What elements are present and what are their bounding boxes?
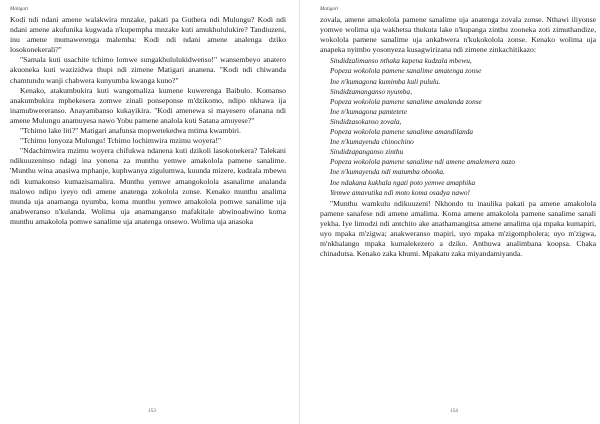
running-head-right: Matigari bbox=[320, 6, 339, 12]
left-page-text bbox=[10, 15, 286, 227]
paragraph: Kodi ndi ndani amene walakwira mnzake, pakati pa Guthera ndi Mulungu? Kodi ndi ndani amene akufunika kugwada n'kupempha mnzake kuti amukhululukire? Tandiuzeni, inu amene mumawerenga malemba: Kodi ndi ndani amene analenga dziko losokonekerali?" bbox=[10, 15, 286, 55]
verse-line: Popeza wokolola pamene sanalime amatenga zonse bbox=[330, 66, 482, 76]
verse-line: Ine n'kumayenda chinochino bbox=[330, 137, 414, 147]
verse-line: Sindidzalimanso nthaka kapena kudzala mbewu, bbox=[330, 56, 472, 66]
paragraph: Kenako, atakumbukira kuti wangomaliza kumene kuwerenga Baibulo. Komanso anakumbukira mphekesera zomwe zinali ponseponse m'dzikomo, ndipo nkhawa ija inamubwereranso. Anayambanso kukayikira. "Kodi amenewa si mayesero ofanana ndi amene Mulungu anamuyesa nawo Yobu pamene analola kuti Satana amuyese?" bbox=[10, 85, 286, 125]
paragraph: "Samala kuti usachite tchimo lomwe sungakhululukidwenso!" wansembeyo anatero akuoneka kuti wazizidwa thupi ndi zimene Matigari ananena. "Kodi ndi chiwanda chamtundu wanji chabwera kunyumba kwanga kuno?" bbox=[10, 55, 286, 85]
verse-line: Sindidzapanganso zinthu bbox=[330, 147, 404, 157]
verse-line: Popeza wokolola pamene sanalime amandilanda bbox=[330, 127, 474, 137]
verse-line: Popeza wokolola pamene sanalime amalanda zonse bbox=[330, 96, 482, 106]
page-number-right: 154 bbox=[450, 408, 458, 414]
right-page-text bbox=[320, 15, 596, 259]
verse-line: Ine ndakana kukhala ngati poto yemwe amaphika bbox=[330, 177, 476, 187]
verse-line: Ine n'kumagona pamtetete bbox=[330, 106, 407, 116]
paragraph: "Tchimo lake liti?" Matigari anafunsa mopwetekedwa mtima kwambiri. bbox=[20, 126, 241, 136]
song-verse bbox=[330, 56, 596, 197]
paragraph: "Munthu wamkulu ndikuuzeni! Nkhondo tu inaulika pakati pa amene amakolola pamene sanafese ndi amene amalima. Koma amene amakolola pamene sanalime sanali yekha. Iye limodzi ndi antchito ake anathamangitsa amene amalima uja mpaka kumapiri, uyo mpaka m'zigwa; anakweranso mapiri, uyo mpaka m'zigompholera; uyo m'zigwa, m'nkhalango mpaka kumalekezero a dziko. Anthuwa analimbana koopsa. Chaka chinadutsa. Kenako zaka khumi. Mpakatu zaka miyandamiyanda. bbox=[320, 198, 596, 259]
right-page bbox=[300, 0, 600, 424]
page-number-left: 153 bbox=[148, 408, 156, 414]
verse-line: Sindidzamanganso nyumba, bbox=[330, 86, 412, 96]
verse-line: Yemwe amavutika ndi moto koma osadya nawo! bbox=[330, 187, 470, 197]
verse-line: Ine n'kumayenda ndi matumba obooka. bbox=[330, 167, 445, 177]
paragraph: zovala, amene amakolola pamene sanalime uja anatenga zovala zonse. Nthawi iliyonse yomwe wolima uja wakhetsa thukuta lake n'kupanga zinthu zooneka zoti zimuthandize, wokolola pamene sanalime uja ankabwera n'kukokolola zonse. Kenako wolima uja anapeka nyimbo yosonyeza kusagwirizana ndi zimene zinkachitikazo: bbox=[320, 15, 596, 55]
paragraph: "Tchimo lonyoza Mulungu! Tchimo lochimwira mzimu woyera!" bbox=[20, 136, 222, 146]
verse-line: Popeza wokolola pamene sanalime ndi amene amalemera nazo bbox=[330, 157, 516, 167]
verse-line: Sindidzasokanso zovala, bbox=[330, 116, 402, 126]
paragraph: "Ndachimwira mzimu woyera chifukwa ndanena kuti dzikoli lasokonekera? Talekani ndikuuzeninso ndagi ina yonena za munthu yemwe amakolola pamene sanalime. 'Munthu wina anasiwa mphanje, kuphwanya zigulumwa, kuunda mizere, kudzala mbewu ndi kumakonso kumazisamalira. Munthu yemwe amangokolola asanalime analanda malowo ndipo iyeyo ndi amene anatenga zokolola zonse. Kenako munthu analima munda uja anamanga nyumba, koma munthu yemwe amakolola pomwe sanalime uja anabweranso n'kulanda. Wolima uja anamanganso mafakitale abwinoabwino koma munthu amakolola pomwe sanalime uja anatenga onsewo. Wolima uja anasoka bbox=[10, 146, 286, 226]
running-head-left: Matigari bbox=[10, 6, 29, 12]
verse-line: Ine n'kumagona kumimba kuli pululu. bbox=[330, 76, 441, 86]
